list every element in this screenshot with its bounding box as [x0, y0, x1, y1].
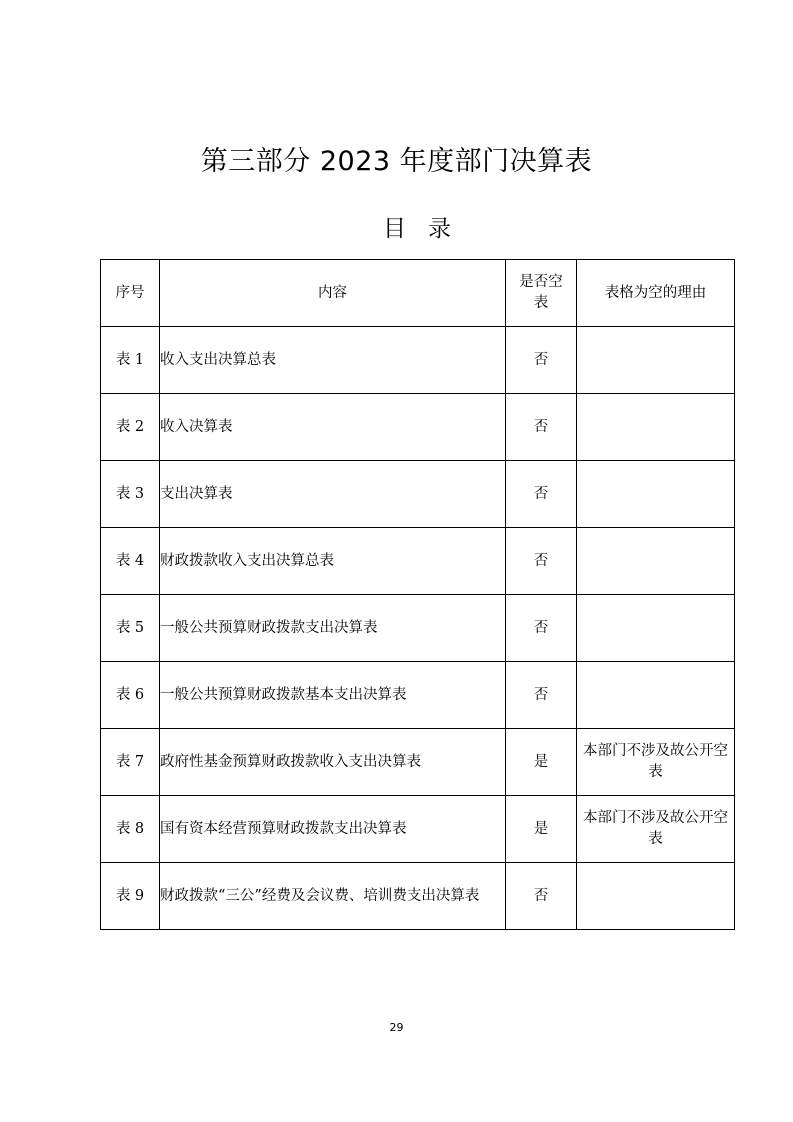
row-is-empty: 否 — [506, 461, 577, 528]
header-reason: 表格为空的理由 — [577, 260, 735, 327]
table-row — [101, 796, 735, 863]
row-reason — [577, 595, 735, 662]
row-content: 政府性基金预算财政拨款收入支出决算表 — [160, 729, 506, 796]
row-is-empty: 否 — [506, 863, 577, 930]
toc-title: 目 录 — [383, 216, 451, 242]
row-seq: 表 2 — [101, 394, 160, 461]
row-content: 收入支出决算总表 — [160, 327, 506, 394]
table-row — [101, 729, 735, 796]
row-reason: 本部门不涉及故公开空表 — [577, 729, 735, 796]
row-seq: 表 9 — [101, 863, 160, 930]
row-reason — [577, 863, 735, 930]
table-row — [101, 863, 735, 930]
page-number: 29 — [389, 1021, 404, 1034]
header-content: 内容 — [160, 260, 506, 327]
row-reason: 本部门不涉及故公开空表 — [577, 796, 735, 863]
row-is-empty: 否 — [506, 327, 577, 394]
table-row — [101, 595, 735, 662]
row-is-empty: 否 — [506, 394, 577, 461]
row-is-empty: 是 — [506, 729, 577, 796]
row-is-empty: 否 — [506, 595, 577, 662]
row-seq: 表 1 — [101, 327, 160, 394]
row-seq: 表 7 — [101, 729, 160, 796]
table-row — [101, 461, 735, 528]
row-reason — [577, 394, 735, 461]
row-is-empty: 是 — [506, 796, 577, 863]
row-seq: 表 6 — [101, 662, 160, 729]
row-content: 支出决算表 — [160, 461, 506, 528]
row-content: 国有资本经营预算财政拨款支出决算表 — [160, 796, 506, 863]
row-is-empty: 否 — [506, 662, 577, 729]
header-is-empty: 是否空表 — [506, 260, 577, 327]
row-content: 一般公共预算财政拨款基本支出决算表 — [160, 662, 506, 729]
row-seq: 表 4 — [101, 528, 160, 595]
row-content: 财政拨款“三公”经费及会议费、培训费支出决算表 — [160, 863, 506, 930]
page-title: 第三部分 2023 年度部门决算表 — [200, 146, 593, 177]
row-seq: 表 5 — [101, 595, 160, 662]
header-seq: 序号 — [101, 260, 160, 327]
row-reason — [577, 461, 735, 528]
row-is-empty: 否 — [506, 528, 577, 595]
row-reason — [577, 327, 735, 394]
row-reason — [577, 528, 735, 595]
row-seq: 表 8 — [101, 796, 160, 863]
row-seq: 表 3 — [101, 461, 160, 528]
table-row — [101, 394, 735, 461]
table-row — [101, 327, 735, 394]
table-row — [101, 662, 735, 729]
row-content: 一般公共预算财政拨款支出决算表 — [160, 595, 506, 662]
row-reason — [577, 662, 735, 729]
row-content: 收入决算表 — [160, 394, 506, 461]
table-header-row — [101, 260, 735, 327]
toc-table — [100, 259, 735, 930]
row-content: 财政拨款收入支出决算总表 — [160, 528, 506, 595]
table-row — [101, 528, 735, 595]
